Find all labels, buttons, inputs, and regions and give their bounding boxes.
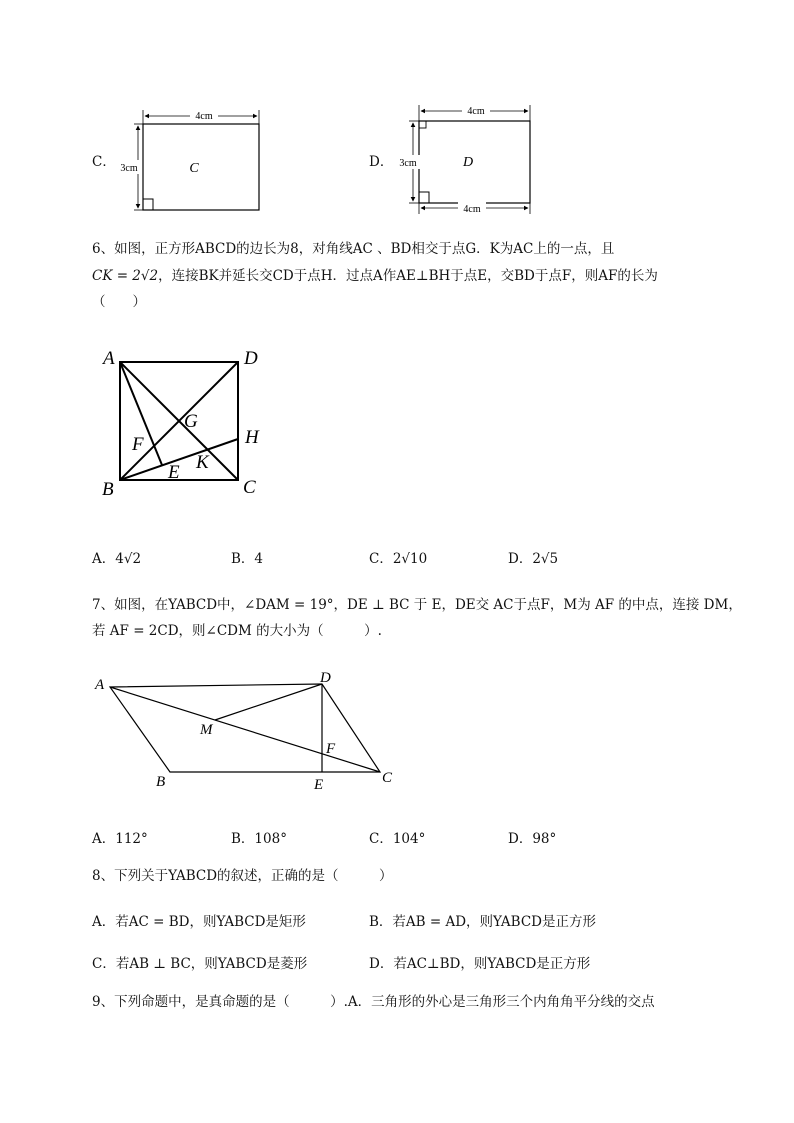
label-a: A — [95, 677, 105, 693]
q6-option-d: D．2√5 — [508, 551, 559, 567]
label-d: D — [244, 348, 258, 369]
rectangle-d — [419, 121, 530, 203]
rectangle-c — [143, 124, 259, 210]
q6-option-b: B．4 — [231, 551, 264, 567]
q6-option-a: A．4√2 — [92, 551, 142, 567]
q7-line-2: 若 AF = 2CD，则∠CDM 的大小为（ ）. — [92, 623, 382, 639]
q7-option-c: C．104° — [369, 831, 426, 847]
option-c-figure — [112, 104, 272, 216]
option-d-label: D． — [369, 154, 394, 170]
q7-option-d: D．98° — [508, 831, 557, 847]
label-d: D — [320, 670, 331, 686]
q7-option-b: B．108° — [231, 831, 287, 847]
q9-stem: 9、下列命题中，是真命题的是（ ）.A．三角形的外心是三角形三个内角角平分线的交点 — [92, 994, 655, 1010]
label-h: H — [245, 427, 259, 448]
label-a: A — [103, 348, 115, 369]
q6-line-1: 6、如图，正方形ABCD的边长为8，对角线AC 、BD相交于点G．K为AC上的一点，且 — [92, 241, 615, 257]
label-f: F — [132, 434, 144, 455]
q6-option-c: C．2√10 — [369, 551, 428, 567]
height-label: 3cm — [120, 163, 138, 174]
q8-option-c: C．若AB ⊥ BC，则YABCD是菱形 — [92, 956, 308, 972]
rectangle-letter: C — [189, 161, 199, 176]
rectangle-letter: D — [462, 155, 474, 170]
width-label-bottom: 4cm — [463, 204, 481, 215]
q8-option-b: B．若AB = AD，则YABCD是正方形 — [369, 914, 596, 930]
label-b: B — [102, 479, 114, 500]
q6-figure — [98, 342, 278, 502]
q7-line-1: 7、如图，在YABCD中，∠DAM = 19°，DE ⊥ BC 于 E，DE交 AC于点F，M为 AF 的中点，连接 DM， — [92, 597, 742, 613]
q6-math-ck: CK = 2√2 — [92, 268, 159, 284]
label-e: E — [168, 462, 180, 483]
label-c: C — [243, 477, 256, 498]
line-dm — [215, 684, 322, 720]
option-c-label: C． — [92, 154, 116, 170]
q6-line-2-rest: ，连接BK并延长交CD于点H．过点A作AE⊥BH于点E，交BD于点F，则AF的长为 — [158, 268, 658, 284]
label-m: M — [200, 722, 213, 738]
q8-option-a: A．若AC = BD，则YABCD是矩形 — [92, 914, 306, 930]
q8-option-d: D．若AC⊥BD，则YABCD是正方形 — [369, 956, 591, 972]
label-f: F — [326, 741, 336, 757]
q6-line-2 — [92, 266, 658, 286]
label-c: C — [382, 770, 393, 786]
height-label: 3cm — [399, 158, 417, 169]
right-angle-mark-bottom — [419, 192, 429, 203]
label-e: E — [314, 777, 324, 793]
q6-line-3: （ ） — [92, 294, 146, 310]
option-d-figure — [390, 100, 540, 218]
width-label-top: 4cm — [467, 106, 485, 117]
diagonal-ac — [110, 687, 380, 772]
right-angle-mark — [143, 199, 153, 210]
q7-option-a: A．112° — [92, 831, 148, 847]
label-k: K — [196, 452, 209, 473]
width-label: 4cm — [195, 111, 213, 122]
label-g: G — [184, 411, 198, 432]
q8-stem: 8、下列关于YABCD的叙述，正确的是（ ） — [92, 868, 393, 884]
label-b: B — [156, 774, 166, 790]
q7-figure — [90, 668, 400, 798]
right-angle-mark-top — [419, 121, 426, 128]
